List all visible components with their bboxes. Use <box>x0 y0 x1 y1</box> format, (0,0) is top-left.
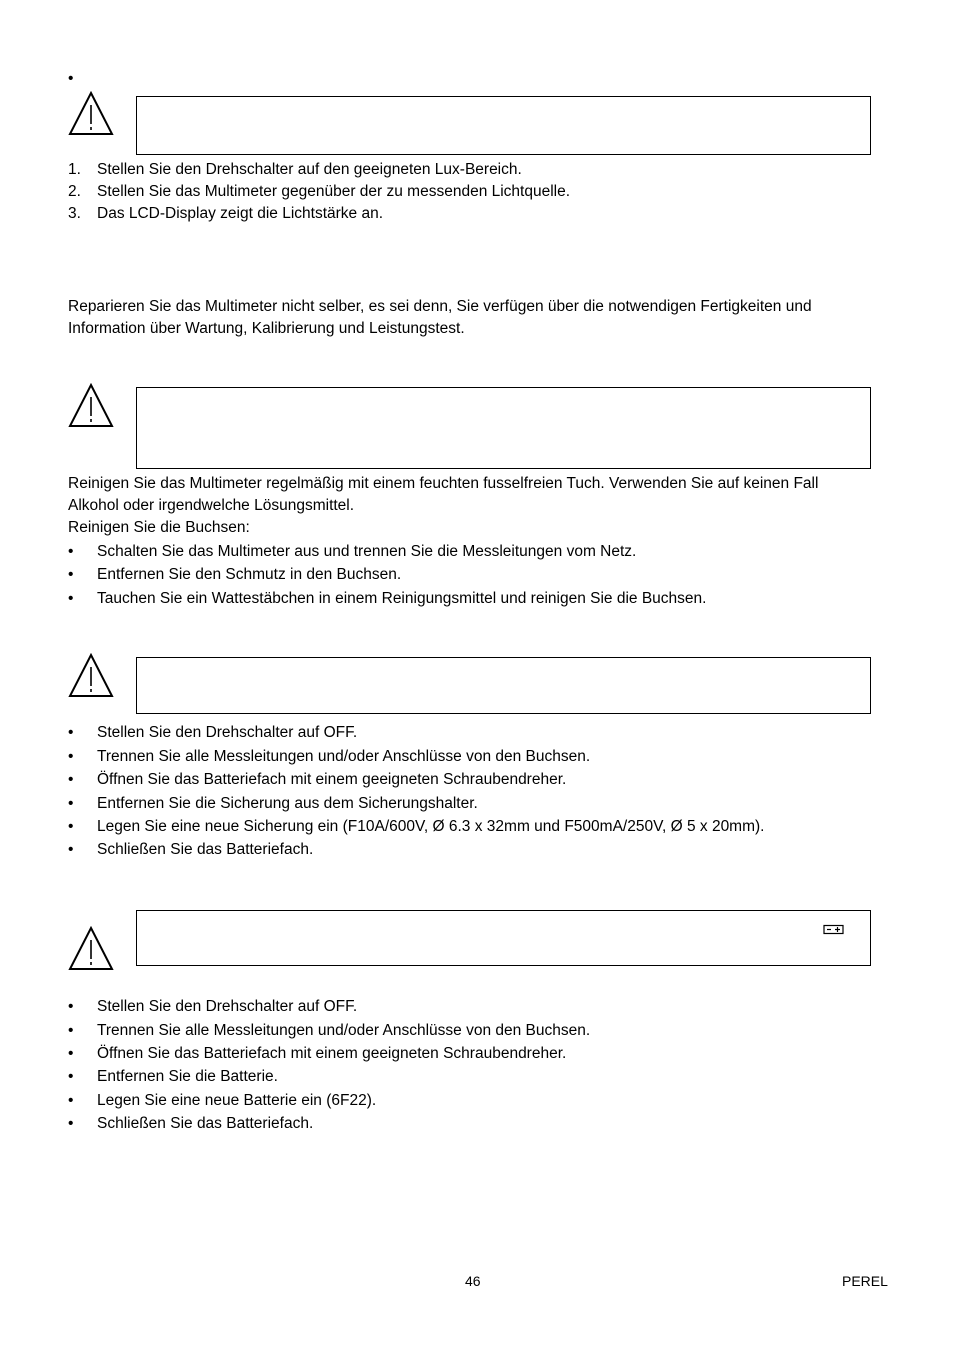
bullet: • <box>68 771 74 788</box>
bullet: • <box>68 841 74 858</box>
step-number: 2. <box>68 183 81 200</box>
cleaning-paragraph-line: Reinigen Sie die Buchsen: <box>68 519 250 536</box>
bullet: • <box>68 590 74 607</box>
bullet: • <box>68 1022 74 1039</box>
warning-icon <box>68 926 114 970</box>
warning-icon <box>68 383 114 427</box>
bullet: • <box>68 1092 74 1109</box>
list-item: Trennen Sie alle Messleitungen und/oder Anschlüsse von den Buchsen. <box>97 748 591 765</box>
bullet: • <box>68 566 74 583</box>
list-item: Entfernen Sie den Schmutz in den Buchsen. <box>97 566 402 583</box>
list-item: Stellen Sie den Drehschalter auf OFF. <box>97 724 358 741</box>
step-text: Das LCD-Display zeigt die Lichtstärke an. <box>97 205 384 222</box>
bullet: • <box>68 1068 74 1085</box>
list-item: Schließen Sie das Batteriefach. <box>97 1115 314 1132</box>
bullet: • <box>68 818 74 835</box>
list-item: Öffnen Sie das Batteriefach mit einem geeigneten Schraubendreher. <box>97 771 567 788</box>
page-number: 46 <box>465 1273 481 1289</box>
list-item: Schalten Sie das Multimeter aus und trennen Sie die Messleitungen vom Netz. <box>97 543 637 560</box>
bullet: • <box>68 1045 74 1062</box>
cleaning-paragraph-line: Reinigen Sie das Multimeter regelmäßig mit einem feuchten fusselfreien Tuch. Verwenden Sie auf keinen Fall <box>68 475 819 492</box>
list-item: Stellen Sie den Drehschalter auf OFF. <box>97 998 358 1015</box>
bullet: • <box>68 795 74 812</box>
warning-box-cleaning <box>136 387 871 469</box>
list-item: Legen Sie eine neue Batterie ein (6F22). <box>97 1092 377 1109</box>
list-item: Tauchen Sie ein Wattestäbchen in einem Reinigungsmittel und reinigen Sie die Buchsen. <box>97 590 707 607</box>
brand-name: PEREL <box>842 1273 888 1289</box>
warning-box-light <box>136 96 871 155</box>
bullet: • <box>68 748 74 765</box>
list-item: Öffnen Sie das Batteriefach mit einem geeigneten Schraubendreher. <box>97 1045 567 1062</box>
bullet: • <box>68 543 74 560</box>
step-text: Stellen Sie das Multimeter gegenüber der zu messenden Lichtquelle. <box>97 183 571 200</box>
step-number: 1. <box>68 161 81 178</box>
list-item: Entfernen Sie die Sicherung aus dem Sicherungshalter. <box>97 795 478 812</box>
battery-icon <box>823 924 845 935</box>
step-number: 3. <box>68 205 81 222</box>
stray-bullet: • <box>68 70 74 87</box>
bullet: • <box>68 998 74 1015</box>
warning-box-fuse <box>136 657 871 714</box>
list-item: Schließen Sie das Batteriefach. <box>97 841 314 858</box>
warning-icon <box>68 653 114 697</box>
bullet: • <box>68 1115 74 1132</box>
warning-box-battery <box>136 910 871 966</box>
cleaning-paragraph-line: Alkohol oder irgendwelche Lösungsmittel. <box>68 497 355 514</box>
list-item: Entfernen Sie die Batterie. <box>97 1068 278 1085</box>
repair-paragraph-line: Reparieren Sie das Multimeter nicht selber, es sei denn, Sie verfügen über die notwendigen Fertigkeiten und <box>68 298 812 315</box>
list-item: Legen Sie eine neue Sicherung ein (F10A/600V, Ø 6.3 x 32mm und F500mA/250V, Ø 5 x 20mm). <box>97 818 765 835</box>
list-item: Trennen Sie alle Messleitungen und/oder Anschlüsse von den Buchsen. <box>97 1022 591 1039</box>
bullet: • <box>68 724 74 741</box>
warning-icon <box>68 91 114 135</box>
step-text: Stellen Sie den Drehschalter auf den geeigneten Lux-Bereich. <box>97 161 522 178</box>
repair-paragraph-line: Information über Wartung, Kalibrierung und Leistungstest. <box>68 320 465 337</box>
